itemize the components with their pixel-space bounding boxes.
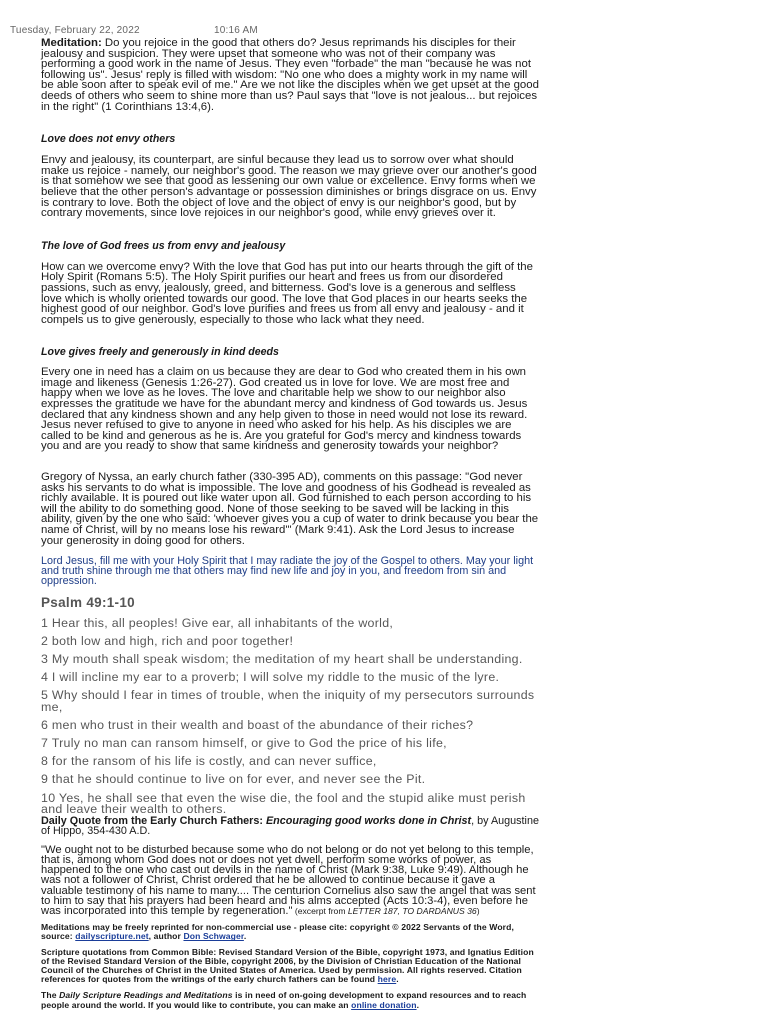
psalm-verse: 9 that he should continue to live on for ever, and never see the Pit. (41, 772, 426, 787)
psalm-verse: 2 both low and high, rich and poor together! (41, 633, 294, 648)
copyright-text: Meditations may be freely reprinted for non-commercial use - please cite: copyright © 2022 Servants of the Word, source: (41, 922, 514, 942)
excerpt-prefix: (excerpt from (292, 906, 348, 917)
status-date: Tuesday, February 22, 2022 (10, 25, 140, 36)
excerpt-suffix: ) (476, 906, 480, 917)
copyright-notice (41, 923, 539, 941)
meditation-text: Do you rejoice in the good that others do? Jesus reprimands his disciples for their jealousy and suspicion. They were upset that someone who was not of their company was performing a good work in the name of Jesus. They even "forbade" the man "because he was not following us". Jesus' reply is filled with wisdom: "No one who does a mighty work in my name will be able soon after to speak evil of me." Are we not like the disciples when we get upset at the good deeds of others who seem to shine more than us? Paul says that "love is not jealous... but rejoices in the right" (1 Corinthians 13:4,6). (41, 37, 539, 113)
meditation-paragraph (41, 38, 539, 112)
psalm-verse: 1 Hear this, all peoples! Give ear, all inhabitants of the world, (41, 615, 394, 630)
author-link[interactable]: Don Schwager (183, 931, 244, 942)
scripture-suffix: . (396, 974, 399, 985)
section-heading: Love gives freely and generously in kind deeds (41, 346, 279, 359)
section-heading: Love does not envy others (41, 133, 176, 146)
daily-quote-label: Daily Quote from the Early Church Fathers: (41, 815, 263, 828)
section-body: How can we overcome envy? With the love that God has put into our hearts through the gift of the Holy Spirit (Romans 5:5). The Holy Spirit purifies our heart and frees us from our disordered passions, such as envy, jealously, greed, and bitterness. God's love is a generous and selfless love which is wholly oriented towards our good. The love that God places in our hearts seeks the highest good of our neighbor. God's love purifies and frees us from all envy and jealousy - and it compels us to give generously, especially to those who lack what they need. (41, 260, 533, 326)
psalm-verse: 6 men who trust in their wealth and boast of the abundance of their riches? (41, 717, 474, 732)
daily-quote-body: "We ought not to be disturbed because some who do not belong or do not yet belong to this temple, that is, among whom God does not or does not yet dwell, perform some works of power, as happened to the one who cast out devils in the name of Christ (Mark 9:38, Luke 9:49). Although he was not a follower of Christ, Christ ordered that he be allowed to continue because it gave a valuable testimony of his name to many.... The centurion Cornelius also saw the angel that was sent to him to say that his prayers had been heard and his alms accepted (Acts 10:3-4), even before he was incorporated into this temple by regeneration." (41, 843, 536, 918)
daily-quote-byline: , by Augustine of Hippo, 354-430 A.D. (41, 815, 539, 838)
dev-title: Daily Scripture Readings and Meditations (59, 990, 233, 1001)
site-link[interactable]: dailyscripture.net (75, 931, 149, 942)
daily-quote-text (41, 845, 539, 916)
author-suffix: . (243, 931, 247, 942)
dev-text: is in need of on-going development to expand resources and to reach people around the world. If you would like to contribute, you can make an (41, 990, 527, 1010)
psalm-verse: 7 Truly no man can ransom himself, or give to God the price of his life, (41, 736, 447, 750)
psalm-verse: 3 My mouth shall speak wisdom; the meditation of my heart shall be understanding. (41, 651, 523, 666)
psalm-verse: 5 Why should I fear in times of trouble, when the iniquity of my persecutors surrounds me, (41, 688, 535, 714)
status-bar (0, 0, 768, 34)
article-content (41, 38, 539, 1010)
section-heading: The love of God frees us from envy and jealousy (41, 239, 286, 252)
author-prefix: , author (148, 931, 184, 942)
scripture-notice (41, 948, 539, 985)
daily-quote-heading (41, 816, 539, 837)
dev-prefix: The (41, 990, 60, 1001)
scripture-text: Scripture quotations from Common Bible: Revised Standard Version of the Bible, copyright 1973, and Ignatius Edition of the Revised Standard Version of the Bible, copyright 2006, by the Division of Christian Education of the National Council of the Churches of Christ in the United States of America. Used by permission. All rights reserved. Citation references for quotes from the writings of the early church fathers can be found (41, 946, 534, 985)
psalm-verse: 8 for the ransom of his life is costly, and can never suffice, (41, 754, 377, 769)
meditation-label: Meditation: (41, 37, 102, 49)
gregory-paragraph: Gregory of Nyssa, an early church father (330-395 AD), comments on this passage: "God never asks his servants to do what is impossible. The love and goodness of his Godhead is revealed as richly available. It is poured out like water upon all. God furnished to each person according to his will the ability to do something good. None of those seeking to be saved will be lacking in this ability, given by the one who said: 'whoever gives you a cup of water to drink because you bear the name of Christ, will by no means lose his reward'" (Mark 9:41). Ask the Lord Jesus to increase your generosity in doing good for others. (41, 471, 539, 547)
section-body: Envy and jealousy, its counterpart, are sinful because they lead us to sorrow over what should make us rejoice - namely, our neighbor's good. The reason we may grieve over our another's good is that somehow we see that good as lessening our own value or excellence. Envy forms when we believe that the other person's advantage or possession diminishes or brings disgrace on us. Envy is contrary to love. Both the object of love and the object of envy is our neighbor's good, but by contrary movements, since love rejoices in our neighbor's good, while envy grieves over it. (41, 154, 537, 220)
donation-notice (41, 991, 539, 1009)
section-body: Every one in need has a claim on us because they are dear to God who created them in his own image and likeness (Genesis 1:26-27). God created us in love for love. We are most free and happy when we love as he loves. The love and charitable help we show to our neighbor also expresses the gratitude we have for the abundant mercy and kindness of God towards us. Jesus declared that any kindness shown and any help given to those in need would not lose its reward. Jesus never refused to give to anyone in need who asked for his help. As his disciples we are called to be kind and generous as he is. Are you grateful for God's mercy and kindness towards you and are you ready to show that same kindness and generosity towards your neighbor? (41, 366, 528, 453)
psalm-verse: 10 Yes, he shall see that even the wise die, the fool and the stupid alike must perish and leave their wealth to others. (41, 790, 526, 816)
psalm-verse: 4 I will incline my ear to a proverb; I will solve my riddle to the music of the lyre. (41, 670, 500, 685)
status-time: 10:16 AM (214, 25, 258, 36)
daily-quote-title: Encouraging good works done in Christ (265, 815, 472, 828)
online-donation-link[interactable]: online donation (351, 999, 417, 1010)
dev-suffix: . (416, 999, 420, 1010)
psalm-title: Psalm 49:1-10 (41, 594, 135, 610)
excerpt-source: LETTER 187, TO DARDANUS 36 (347, 906, 477, 917)
citations-here-link[interactable]: here (377, 974, 397, 985)
prayer-paragraph: Lord Jesus, fill me with your Holy Spirit that I may radiate the joy of the Gospel to others. May your light and truth shine through me that others may find new life and joy in you, and freedom from sin and oppression. (41, 555, 534, 587)
